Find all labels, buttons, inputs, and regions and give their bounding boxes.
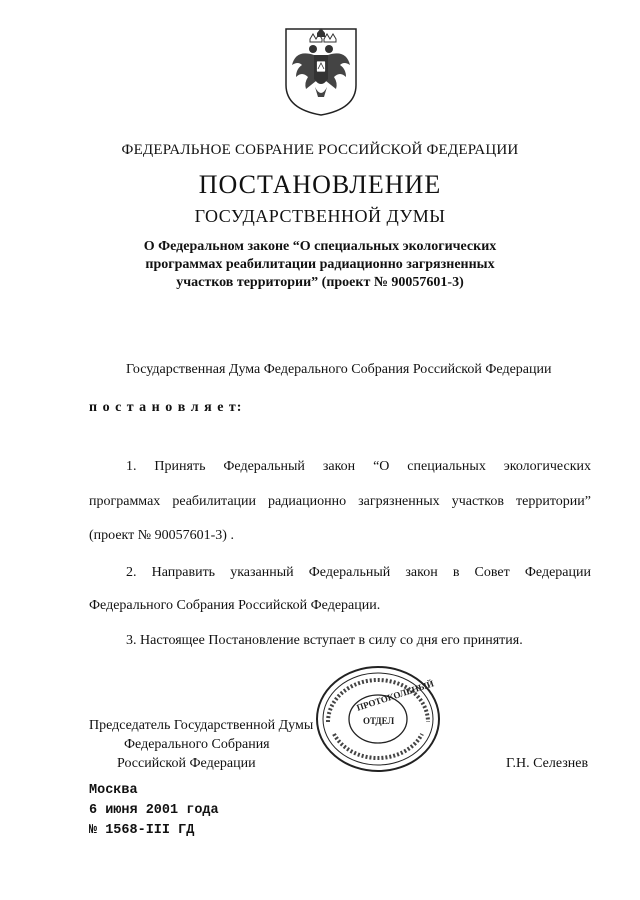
document-subtitle: ГОСУДАРСТВЕННОЙ ДУМЫ <box>194 206 446 226</box>
org-heading: ФЕДЕРАЛЬНОЕ СОБРАНИЕ РОССИЙСКОЙ ФЕДЕРАЦИИ <box>121 142 519 158</box>
intro-line: Государственная Дума Федерального Собрания Российской Федерации <box>126 362 552 377</box>
item1-line3: (проект № 90057601-3) . <box>89 528 234 543</box>
decree-word: п о с т а н о в л я е т: <box>89 400 243 415</box>
signatory-name: Г.Н. Селезнев <box>506 756 589 771</box>
item3-line: 3. Настоящее Постановление вступает в силу со дня его принятия. <box>126 633 523 648</box>
stamp-top-text: ПРОТОКОЛЬНЫЙ <box>355 678 436 713</box>
document-title: ПОСТАНОВЛЕНИЕ <box>198 170 442 199</box>
signature-position-line1: Председатель Государственной Думы <box>89 718 314 733</box>
signature-position-line3: Российской Федерации <box>117 756 256 771</box>
footer-date: 6 июня 2001 года <box>89 803 219 818</box>
footer-number: № 1568-III ГД <box>89 823 195 838</box>
item2-line1: 2. Направить указанный Федеральный закон в Совет Федерации <box>126 565 591 580</box>
item2-line2: Федерального Собрания Российской Федерации. <box>89 598 381 613</box>
footer-city: Москва <box>89 783 138 798</box>
state-emblem-icon <box>282 25 360 117</box>
item1-line2: программах реабилитации радиационно загрязненных участков территории” <box>89 494 591 509</box>
item1-line1: 1. Принять Федеральный закон “О специальных экологических <box>126 459 591 474</box>
official-stamp-icon <box>314 664 442 774</box>
signature-position-line2: Федерального Собрания <box>124 737 270 752</box>
document-subject: О Федеральном законе “О специальных экологических программах реабилитации радиационно загрязненных участков территории” (проект № 90057601-3) <box>143 239 497 290</box>
stamp-center-text: ОТДЕЛ <box>363 716 395 726</box>
